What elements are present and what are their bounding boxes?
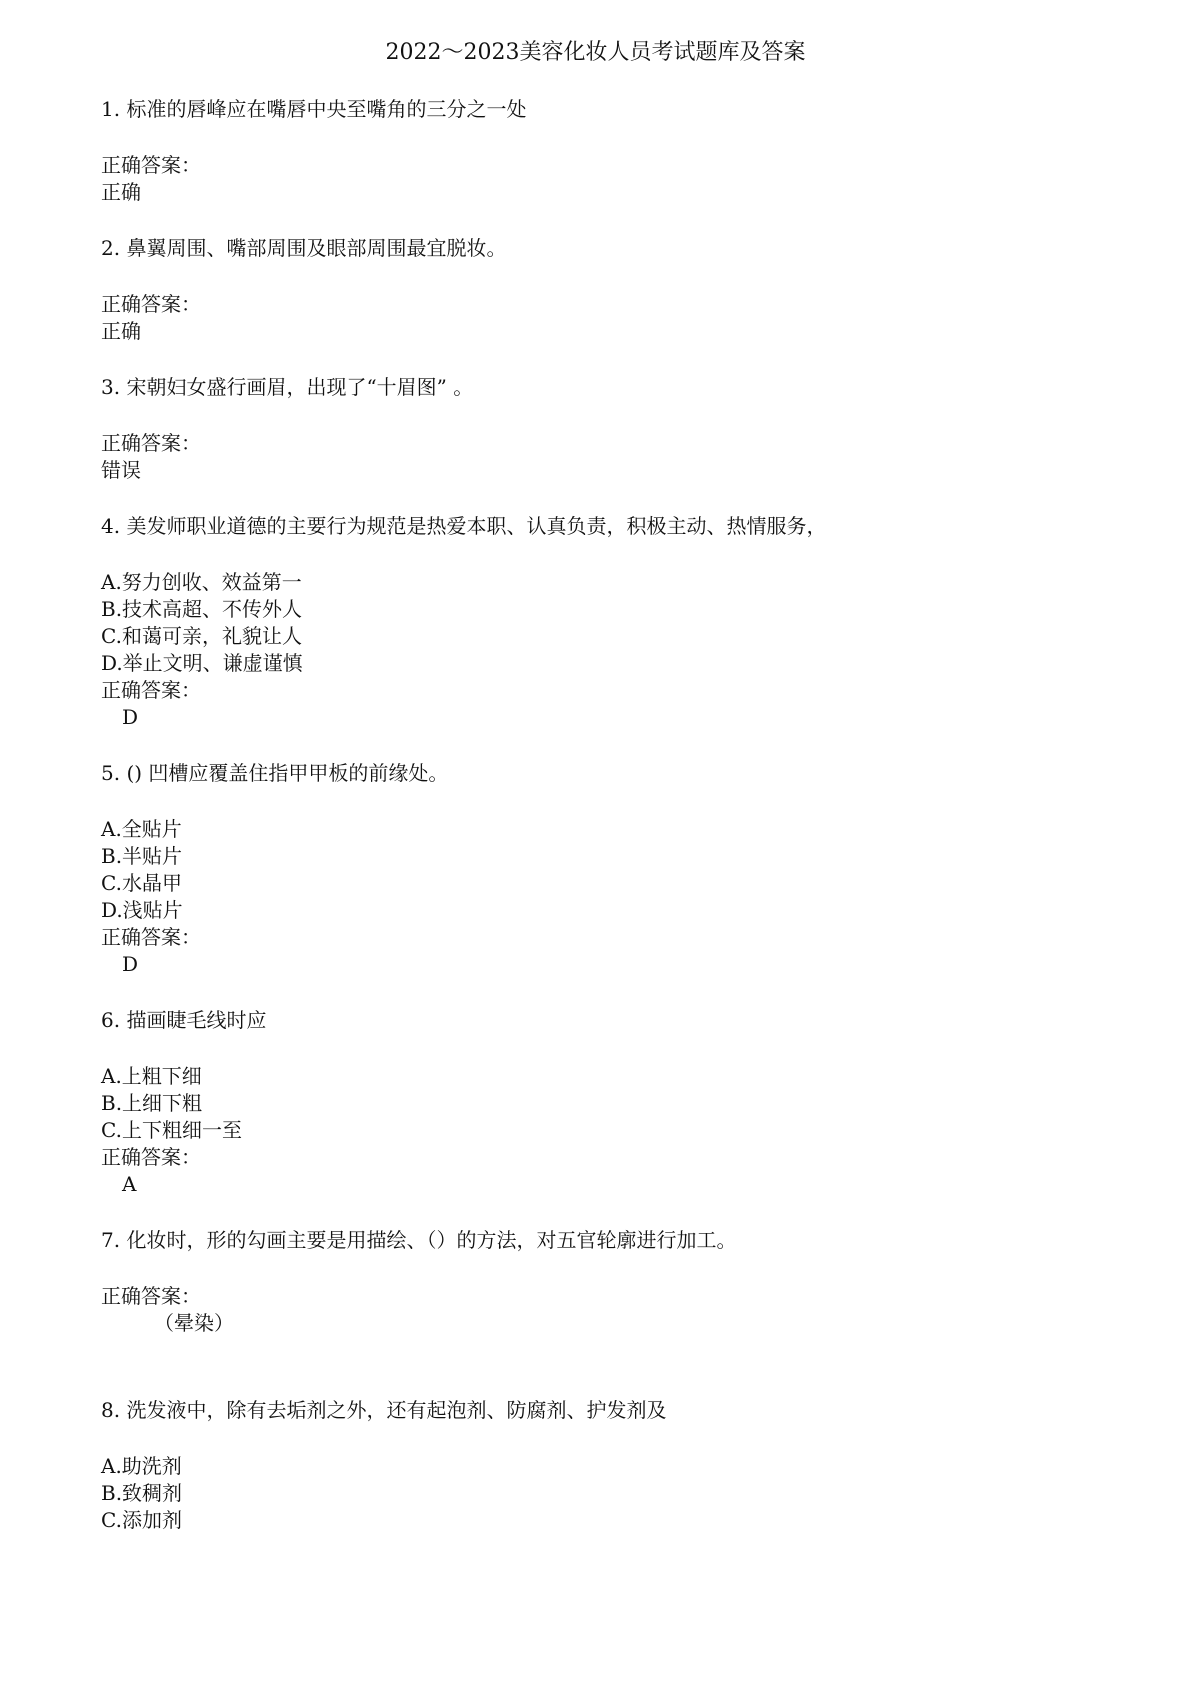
question-1-stem: 1. 标准的唇峰应在嘴唇中央至嘴角的三分之一处 (101, 97, 527, 121)
question-4-answer-label: 正确答案： (101, 678, 201, 702)
question-5-option-b: B.半贴片 (101, 844, 183, 868)
question-7-answer-label: 正确答案： (101, 1284, 201, 1308)
question-4-answer: D (122, 705, 139, 729)
question-4-option-c: C.和蔼可亲，礼貌让人 (101, 624, 302, 648)
question-5-answer-label: 正确答案： (101, 925, 201, 949)
question-4-option-a: A.努力创收、效益第一 (101, 570, 302, 594)
question-8-option-a: A.助洗剂 (101, 1454, 182, 1478)
question-5-option-a: A.全贴片 (101, 817, 182, 841)
question-2-stem: 2. 鼻翼周围、嘴部周围及眼部周围最宜脱妆。 (101, 236, 507, 260)
question-7-stem: 7. 化妆时，形的勾画主要是用描绘、（）的方法，对五官轮廓进行加工。 (101, 1228, 737, 1252)
question-4-option-d: D.举止文明、谦虚谨慎 (101, 651, 303, 675)
question-8-option-c: C.添加剂 (101, 1508, 182, 1532)
question-5-option-c: C.水晶甲 (101, 871, 182, 895)
question-3-answer: 错误 (101, 458, 141, 482)
question-6-option-b: B.上细下粗 (101, 1091, 203, 1115)
question-3-stem: 3. 宋朝妇女盛行画眉，出现了“十眉图” 。 (101, 375, 474, 399)
question-7-answer: （晕染） (154, 1311, 234, 1335)
question-6-stem: 6. 描画睫毛线时应 (101, 1008, 267, 1032)
question-6-option-c: C.上下粗细一至 (101, 1118, 242, 1142)
question-5-option-d: D.浅贴片 (101, 898, 183, 922)
question-1-answer-label: 正确答案： (101, 153, 201, 177)
question-2-answer: 正确 (101, 319, 141, 343)
question-3-answer-label: 正确答案： (101, 431, 201, 455)
question-2-answer-label: 正确答案： (101, 292, 201, 316)
question-6-answer-label: 正确答案： (101, 1145, 201, 1169)
document-title: 2022～2023美容化妆人员考试题库及答案 (385, 40, 806, 65)
question-5-stem: 5. () 凹槽应覆盖住指甲甲板的前缘处。 (101, 761, 449, 785)
question-6-answer: A (122, 1172, 137, 1196)
question-6-option-a: A.上粗下细 (101, 1064, 202, 1088)
question-4-stem: 4. 美发师职业道德的主要行为规范是热爱本职、认真负责，积极主动、热情服务， (101, 514, 827, 538)
question-1-answer: 正确 (101, 180, 141, 204)
question-5-answer: D (122, 952, 139, 976)
question-8-stem: 8. 洗发液中，除有去垢剂之外，还有起泡剂、防腐剂、护发剂及 (101, 1398, 667, 1422)
question-8-option-b: B.致稠剂 (101, 1481, 183, 1505)
question-4-option-b: B.技术高超、不传外人 (101, 597, 303, 621)
